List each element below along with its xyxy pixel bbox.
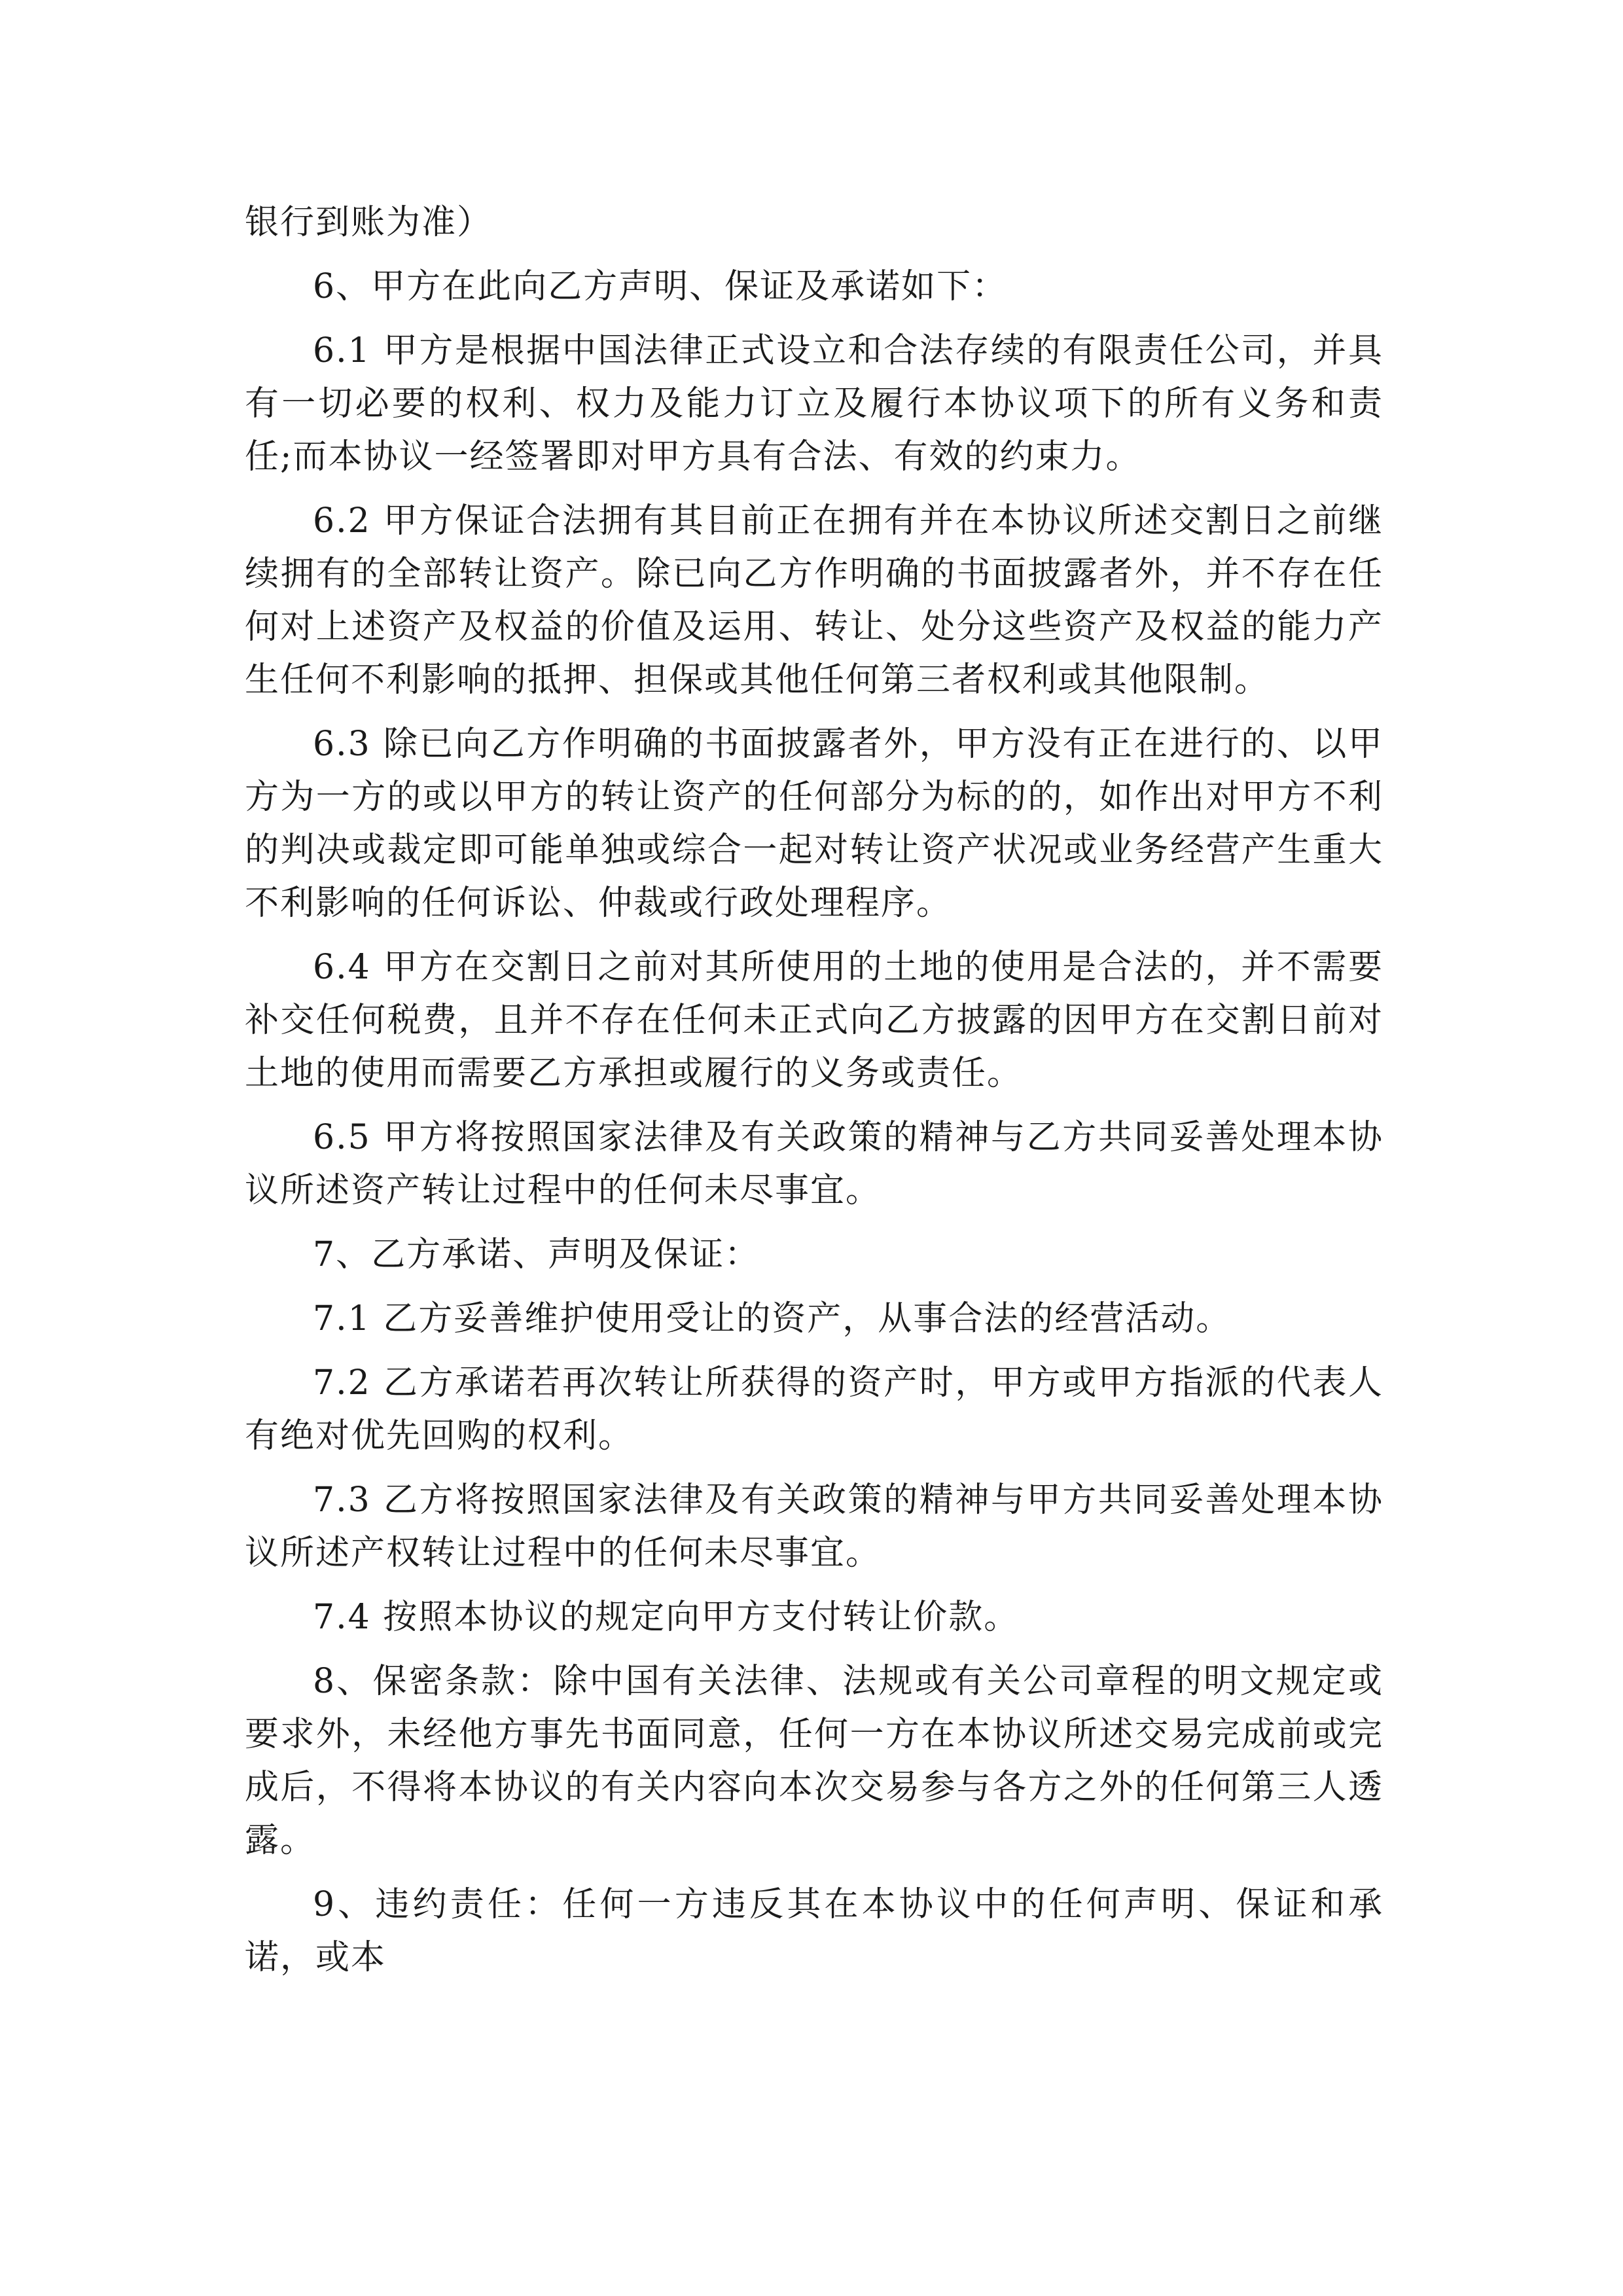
clause-8-confidentiality: 8、保密条款：除中国有关法律、法规或有关公司章程的明文规定或要求外，未经他方事先书面同意，任何一方在本协议所述交易完成前或完成后，不得将本协议的有关内容向本次交易参与各方之外的任何第三人透露。 [245,1662,1383,1860]
clause-7-heading: 7、乙方承诺、声明及保证： [313,1235,760,1274]
document-body [245,196,1383,1996]
clause-9-liability: 9、违约责任：任何一方违反其在本协议中的任何声明、保证和承诺，或本 [245,1885,1383,1977]
clause-6-4: 6.4 甲方在交割日之前对其所使用的土地的使用是合法的，并不需要补交任何税费，且并不存在任何未正式向乙方披露的因甲方在交割日前对土地的使用而需要乙方承担或履行的义务或责任。 [245,948,1383,1093]
paragraph-continuation: 银行到账为准） [245,203,493,242]
clause-6-3: 6.3 除已向乙方作明确的书面披露者外，甲方没有正在进行的、以甲方为一方的或以甲方的转让资产的任何部分为标的的，如作出对甲方不利的判决或裁定即可能单独或综合一起对转让资产状况或业务经营产生重大不利影响的任何诉讼、仲裁或行政处理程序。 [245,725,1383,923]
clause-7-4: 7.4 按照本协议的规定向甲方支付转让价款。 [313,1598,1020,1637]
clause-6-2: 6.2 甲方保证合法拥有其目前正在拥有并在本协议所述交割日之前继续拥有的全部转让资产。除已向乙方作明确的书面披露者外，并不存在任何对上述资产及权益的价值及运用、转让、处分这些资产及权益的能力产生任何不利影响的抵押、担保或其他任何第三者权利或其他限制。 [245,501,1383,700]
clause-6-5: 6.5 甲方将按照国家法律及有关政策的精神与乙方共同妥善处理本协议所述资产转让过程中的任何未尽事宜。 [245,1118,1383,1210]
clause-7-1: 7.1 乙方妥善维护使用受让的资产，从事合法的经营活动。 [313,1299,1232,1338]
clause-7-2: 7.2 乙方承诺若再次转让所获得的资产时，甲方或甲方指派的代表人有绝对优先回购的权利。 [245,1363,1383,1456]
clause-7-3: 7.3 乙方将按照国家法律及有关政策的精神与甲方共同妥善处理本协议所述产权转让过程中的任何未尽事宜。 [245,1480,1383,1573]
clause-6-1: 6.1 甲方是根据中国法律正式设立和合法存续的有限责任公司，并具有一切必要的权利、权力及能力订立及履行本协议项下的所有义务和责任;而本协议一经签署即对甲方具有合法、有效的约束力。 [245,331,1383,476]
clause-6-heading: 6、甲方在此向乙方声明、保证及承诺如下： [313,267,1008,306]
